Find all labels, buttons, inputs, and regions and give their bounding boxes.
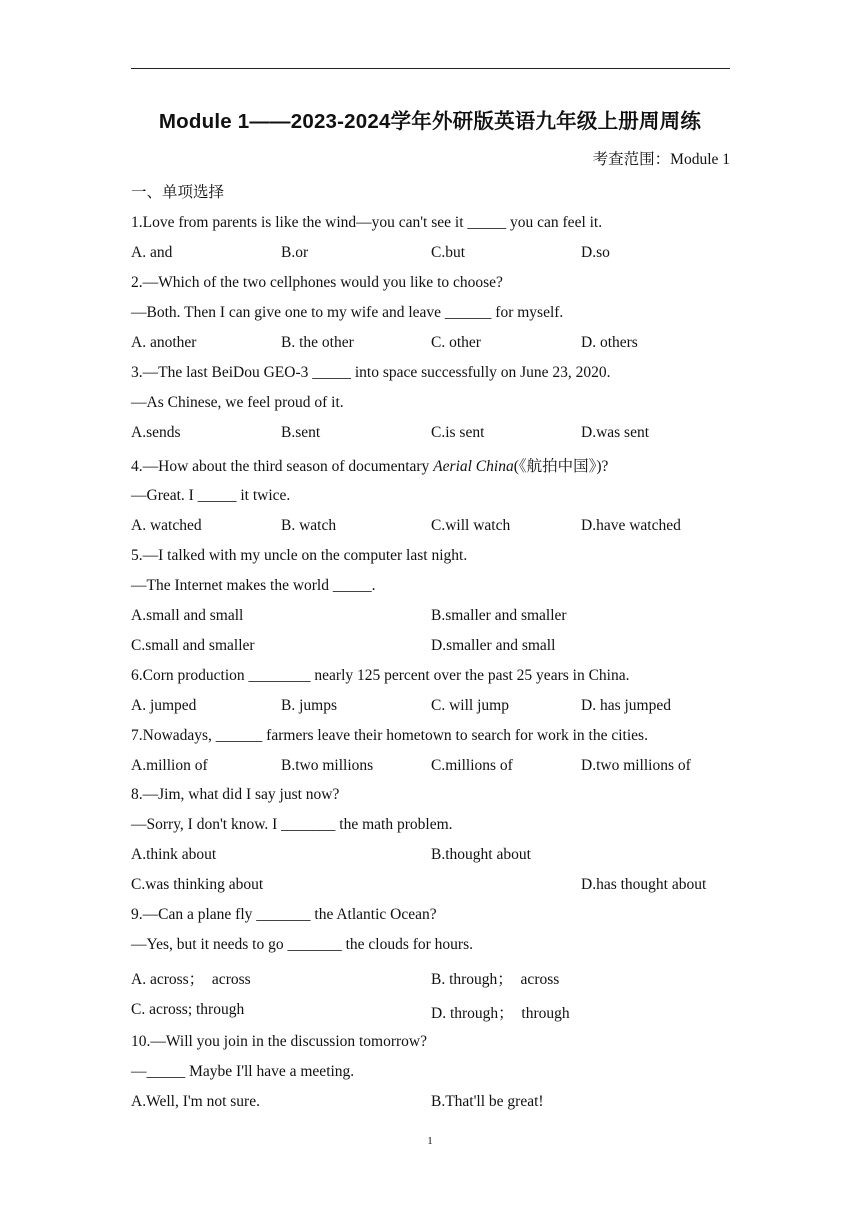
q9-option-b: B. through； across <box>431 971 560 988</box>
q4-option-b: B. watch <box>281 517 337 534</box>
q10-option-a: A.Well, I'm not sure. <box>131 1093 260 1110</box>
question-10-stem: 10.—Will you join in the discussion tomorrow? <box>131 1033 428 1050</box>
question-5-stem: 5.—I talked with my uncle on the computer last night. <box>131 547 468 564</box>
question-7-stem: 7.Nowadays, ______ farmers leave their hometown to search for work in the cities. <box>131 727 648 744</box>
q1-option-c: C.but <box>431 244 466 261</box>
q3-option-a: A.sends <box>131 424 181 441</box>
q6-option-c: C. will jump <box>431 697 509 714</box>
q6-option-a: A. jumped <box>131 697 197 714</box>
q3-option-d: D.was sent <box>581 424 650 441</box>
question-8-stem: 8.—Jim, what did I say just now? <box>131 786 340 803</box>
q4-option-c: C.will watch <box>431 517 511 534</box>
header-rule <box>131 68 730 69</box>
q2-option-a: A. another <box>131 334 197 351</box>
question-8-line2: —Sorry, I don't know. I _______ the math problem. <box>131 816 453 833</box>
q8-option-c: C.was thinking about <box>131 876 264 893</box>
q2-option-b: B. the other <box>281 334 354 351</box>
question-4-stem: 4.—How about the third season of documentary Aerial China(《航拍中国》)? <box>131 458 609 475</box>
page-title: Module 1——2023-2024学年外研版英语九年级上册周周练 <box>158 110 702 133</box>
q5-option-a: A.small and small <box>131 607 244 624</box>
q9-option-d: D. through； through <box>431 1005 570 1022</box>
q6-option-b: B. jumps <box>281 697 337 714</box>
q3-option-c: C.is sent <box>431 424 485 441</box>
question-9-stem: 9.—Can a plane fly _______ the Atlantic Ocean? <box>131 906 437 923</box>
q7-option-b: B.two millions <box>281 757 374 774</box>
q7-option-c: C.millions of <box>431 757 513 774</box>
q7-option-d: D.two millions of <box>581 757 691 774</box>
question-6-stem: 6.Corn production ________ nearly 125 percent over the past 25 years in China. <box>131 667 630 684</box>
question-5-line2: —The Internet makes the world _____. <box>131 577 376 594</box>
exam-scope: 考查范围：Module 1 <box>592 151 730 168</box>
question-3-stem: 3.—The last BeiDou GEO-3 _____ into space successfully on June 23, 2020. <box>131 364 611 381</box>
q8-option-a: A.think about <box>131 846 217 863</box>
q7-option-a: A.million of <box>131 757 208 774</box>
q4-option-a: A. watched <box>131 517 202 534</box>
question-2-line2: —Both. Then I can give one to my wife and leave ______ for myself. <box>131 304 564 321</box>
q5-option-d: D.smaller and small <box>431 637 556 654</box>
q3-option-b: B.sent <box>281 424 321 441</box>
q6-option-d: D. has jumped <box>581 697 671 714</box>
page-number: 1 <box>427 1135 433 1147</box>
question-2-stem: 2.—Which of the two cellphones would you like to choose? <box>131 274 503 291</box>
section-heading: 一、单项选择 <box>131 184 225 201</box>
q9-option-c: C. across; through <box>131 1001 245 1018</box>
q8-option-d: D.has thought about <box>581 876 707 893</box>
question-1-stem: 1.Love from parents is like the wind—you can't see it _____ you can feel it. <box>131 214 603 231</box>
q5-option-c: C.small and smaller <box>131 637 255 654</box>
q8-option-b: B.thought about <box>431 846 531 863</box>
documentary-title: Aerial China <box>433 458 514 475</box>
q10-option-b: B.That'll be great! <box>431 1093 544 1110</box>
q1-option-d: D.so <box>581 244 610 261</box>
q1-option-b: B.or <box>281 244 309 261</box>
q1-option-a: A. and <box>131 244 173 261</box>
question-4-line2: —Great. I _____ it twice. <box>131 487 291 504</box>
question-9-line2: —Yes, but it needs to go _______ the clouds for hours. <box>131 936 473 953</box>
q5-option-b: B.smaller and smaller <box>431 607 567 624</box>
question-3-line2: —As Chinese, we feel proud of it. <box>131 394 344 411</box>
q2-option-d: D. others <box>581 334 638 351</box>
q2-option-c: C. other <box>431 334 481 351</box>
q9-option-a: A. across； across <box>131 971 251 988</box>
q4-option-d: D.have watched <box>581 517 681 534</box>
question-10-line2: —_____ Maybe I'll have a meeting. <box>131 1063 355 1080</box>
